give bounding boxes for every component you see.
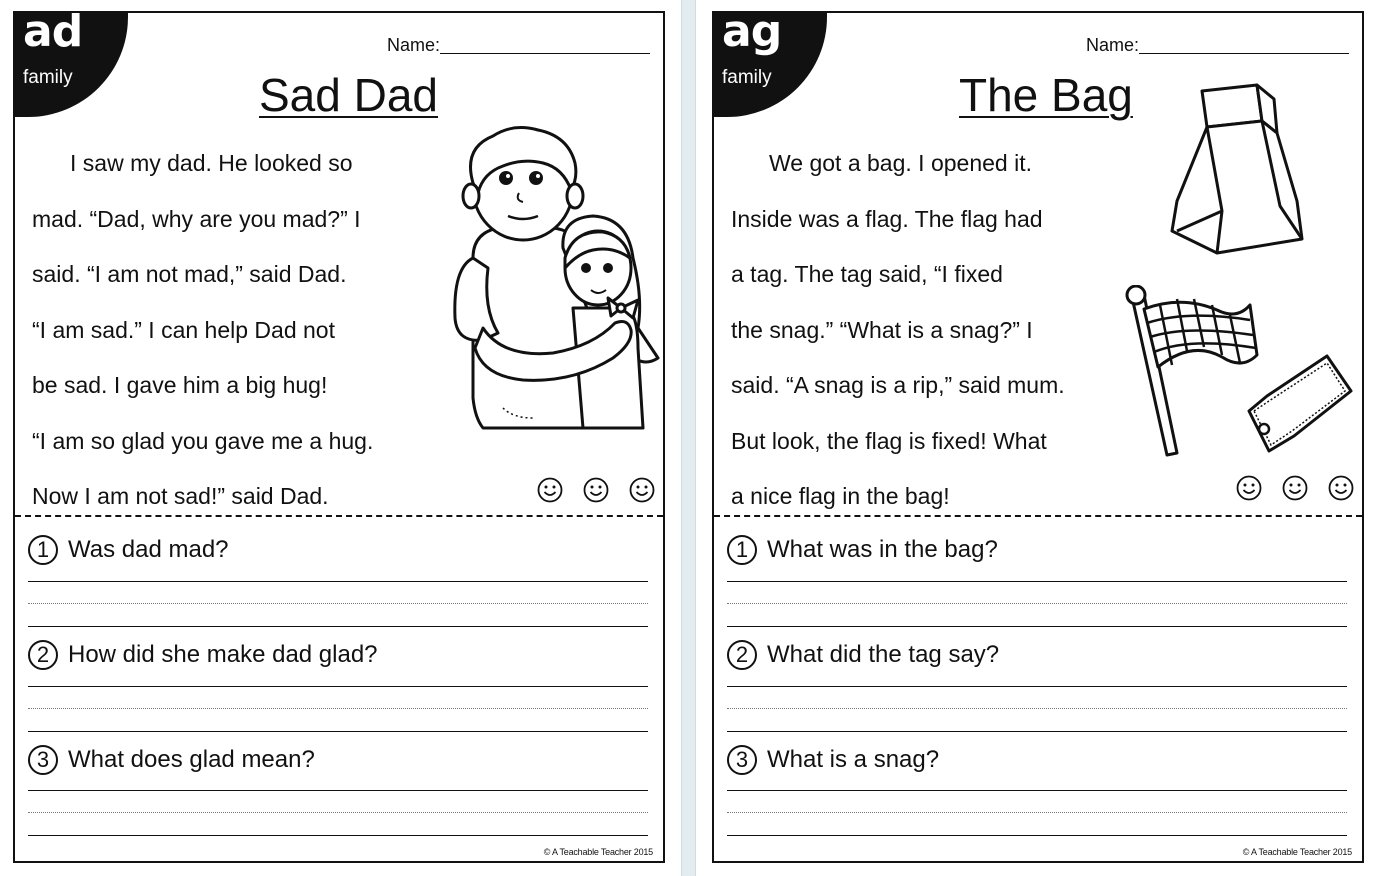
- story-line: a tag. The tag said, “I fixed: [731, 261, 1003, 287]
- paper-bag-illustration: [1162, 81, 1312, 261]
- question-text: How did she make dad glad?: [68, 641, 378, 668]
- copyright-text: © A Teachable Teacher 2015: [543, 847, 653, 857]
- question-number: 2: [28, 640, 58, 670]
- story-line: We got a bag. I opened it.: [769, 150, 1032, 176]
- story-line: be sad. I gave him a big hug!: [32, 372, 328, 398]
- family-label: family: [23, 67, 73, 88]
- answer-line[interactable]: [727, 686, 1347, 687]
- question-number: 1: [727, 535, 757, 565]
- answer-line[interactable]: [28, 686, 648, 687]
- question-text: What does glad mean?: [68, 746, 315, 773]
- answer-line[interactable]: [727, 626, 1347, 627]
- name-field[interactable]: [1139, 53, 1349, 54]
- smiley-face-icon[interactable]: [629, 477, 655, 503]
- worksheet-ag-family: [712, 11, 1364, 863]
- answer-line[interactable]: [28, 731, 648, 732]
- answer-line[interactable]: [28, 581, 648, 582]
- story-line: said. “I am not mad,” said Dad.: [32, 261, 347, 287]
- answer-line[interactable]: [727, 835, 1347, 836]
- story-title: Sad Dad: [259, 69, 439, 121]
- family-word: ad: [23, 11, 83, 57]
- answer-line[interactable]: [727, 790, 1347, 791]
- word-family-badge: [15, 13, 128, 117]
- story-line: Inside was a flag. The flag had: [731, 205, 1043, 232]
- answer-line[interactable]: [28, 835, 648, 836]
- dad-hugging-girl-illustration: [443, 118, 663, 438]
- question-number: 3: [727, 745, 757, 775]
- answer-guide-line: [28, 708, 648, 709]
- question-number: 3: [28, 745, 58, 775]
- story-line: I saw my dad. He looked so: [70, 150, 353, 176]
- answer-guide-line: [727, 812, 1347, 813]
- name-field[interactable]: [440, 53, 650, 54]
- smiley-face-icon[interactable]: [1328, 475, 1354, 501]
- answer-line[interactable]: [727, 581, 1347, 582]
- story-text: [32, 136, 442, 525]
- answer-line[interactable]: [727, 731, 1347, 732]
- rating-smileys: [537, 477, 655, 503]
- question-text: What was in the bag?: [767, 536, 998, 563]
- question-2: [727, 640, 999, 670]
- question-number: 2: [727, 640, 757, 670]
- question-text: What did the tag say?: [767, 641, 1000, 668]
- answer-guide-line: [28, 603, 648, 604]
- question-2: [28, 640, 378, 670]
- question-1: [28, 535, 229, 565]
- copyright-text: © A Teachable Teacher 2015: [1242, 847, 1352, 857]
- story-line: “I am so glad you gave me a hug.: [32, 427, 374, 454]
- story-line: said. “A snag is a rip,” said mum.: [731, 372, 1065, 398]
- answer-guide-line: [28, 812, 648, 813]
- family-label: family: [722, 67, 772, 88]
- family-word: ag: [722, 11, 782, 57]
- story-line: mad. “Dad, why are you mad?” I: [32, 205, 361, 232]
- question-text: What is a snag?: [767, 746, 940, 773]
- section-divider: [714, 515, 1362, 517]
- story-line: But look, the flag is fixed! What: [731, 427, 1047, 454]
- smiley-face-icon[interactable]: [1236, 475, 1262, 501]
- answer-guide-line: [727, 708, 1347, 709]
- gift-tag-illustration: [1239, 351, 1354, 461]
- story-text: [731, 136, 1141, 525]
- story-line: a nice flag in the bag!: [731, 483, 950, 509]
- question-number: 1: [28, 535, 58, 565]
- window-divider: [681, 0, 696, 876]
- name-label: Name:: [387, 35, 441, 55]
- question-text: Was dad mad?: [68, 536, 229, 563]
- story-line: “I am sad.” I can help Dad not: [32, 316, 335, 343]
- word-family-badge: [714, 13, 827, 117]
- story-line: the snag.” “What is a snag?” I: [731, 316, 1033, 343]
- story-line: Now I am not sad!” said Dad.: [32, 483, 329, 509]
- question-3: [28, 745, 315, 775]
- worksheet-ad-family: [13, 11, 665, 863]
- rating-smileys: [1236, 475, 1354, 501]
- smiley-face-icon[interactable]: [1282, 475, 1308, 501]
- story-title: The Bag: [959, 69, 1133, 121]
- name-label: Name:: [1086, 35, 1140, 55]
- answer-line[interactable]: [28, 626, 648, 627]
- question-1: [727, 535, 998, 565]
- smiley-face-icon[interactable]: [537, 477, 563, 503]
- question-3: [727, 745, 939, 775]
- answer-line[interactable]: [28, 790, 648, 791]
- smiley-face-icon[interactable]: [583, 477, 609, 503]
- answer-guide-line: [727, 603, 1347, 604]
- section-divider: [15, 515, 663, 517]
